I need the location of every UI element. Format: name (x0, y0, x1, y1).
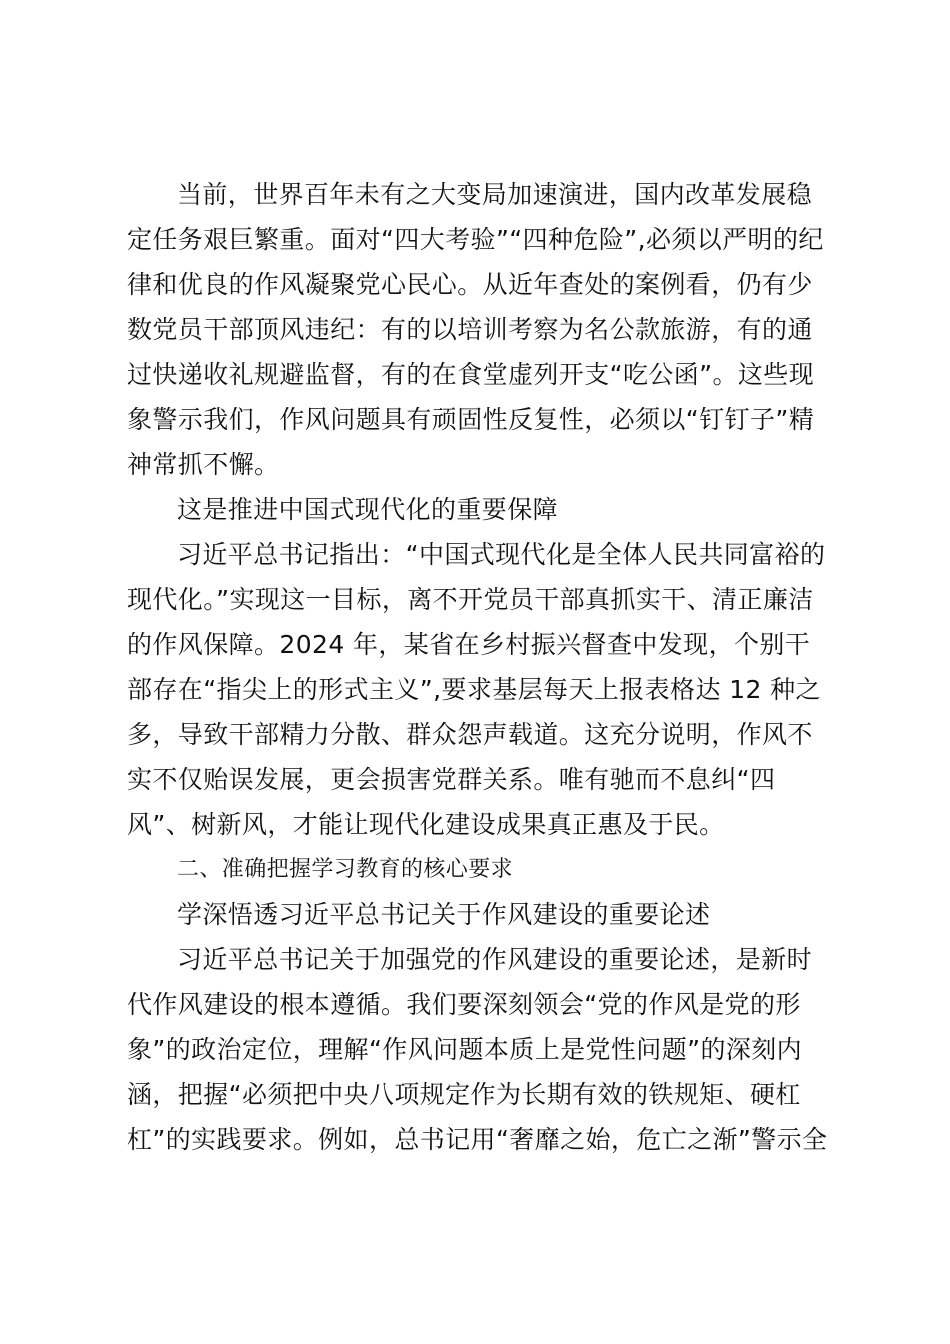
text-line: 现代化。”实现这一目标，离不开党员干部真抓实干、清正廉洁 (127, 585, 814, 614)
document-body (127, 172, 833, 1162)
chapter-heading: 二、准确把握学习教育的核心要求 (177, 857, 514, 882)
text-line: 习近平总书记关于加强党的作风建设的重要论述，是新时 (177, 945, 813, 974)
text-line: 涵，把握“必须把中央八项规定作为长期有效的铁规矩、硬杠 (127, 1080, 801, 1109)
text-line: 过快递收礼规避监督，有的在食堂虚列开支“吃公函”。这些现 (127, 360, 815, 389)
text-line: 神常抓不懈。 (127, 450, 280, 479)
section-heading: 学深悟透习近平总书记关于作风建设的重要论述 (177, 900, 711, 929)
text-line: 数党员干部顶风违纪：有的以培训考察为名公款旅游，有的通 (127, 315, 813, 344)
text-line: 多，导致干部精力分散、群众怨声载道。这充分说明，作风不 (127, 720, 813, 749)
paragraph-1 (127, 172, 833, 487)
text-line: 律和优良的作风凝聚党心民心。从近年查处的案例看，仍有少 (127, 270, 813, 299)
paragraph-3 (127, 937, 833, 1162)
text-line: 实不仅贻误发展，更会损害党群关系。唯有驰而不息纠“四 (127, 765, 776, 794)
text-line: 当前，世界百年未有之大变局加速演进，国内改革发展稳 (177, 180, 813, 209)
text-line: 习近平总书记指出：“中国式现代化是全体人民共同富裕的 (177, 540, 826, 569)
text-line: 代作风建设的根本遵循。我们要深刻领会“党的作风是党的形 (127, 990, 801, 1019)
text-line: 象”的政治定位，理解“作风问题本质上是党性问题”的深刻内 (127, 1035, 803, 1064)
text-line: 象警示我们，作风问题具有顽固性反复性，必须以“钉钉子”精 (127, 405, 815, 434)
text-line: 杠”的实践要求。例如，总书记用“奢靡之始，危亡之渐”警示全 (127, 1125, 828, 1154)
text-line: 部存在“指尖上的形式主义”,要求基层每天上报表格达 12 种之 (127, 675, 821, 704)
text-line: 定任务艰巨繁重。面对“四大考验”“四种危险”,必须以严明的纪 (127, 225, 824, 254)
text-line: 的作风保障。2024 年，某省在乡村振兴督查中发现，个别干 (127, 630, 811, 659)
section-heading: 这是推进中国式现代化的重要保障 (177, 495, 559, 524)
text-line: 风”、树新风，才能让现代化建设成果真正惠及于民。 (127, 810, 725, 839)
paragraph-2 (127, 532, 833, 847)
